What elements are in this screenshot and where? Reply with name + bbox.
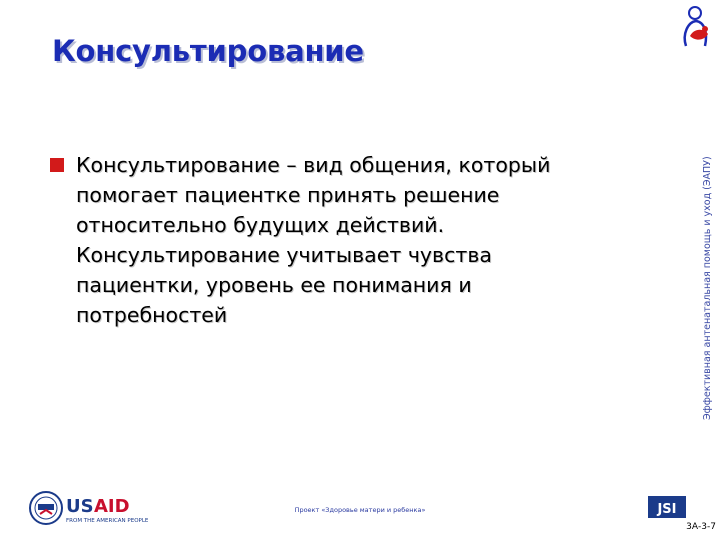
mother-child-logo-icon: [672, 4, 718, 50]
svg-text:US: US: [66, 496, 94, 517]
footer-text: Проект «Здоровье матери и ребенка»: [294, 506, 426, 514]
svg-text:AID: AID: [94, 496, 130, 517]
bullet-square-icon: [50, 158, 64, 172]
jsi-text: JSI: [657, 502, 677, 517]
slide-number: 3А-3-7: [686, 522, 716, 532]
bullet-text: Консультирование – вид общения, который помогает пациентке принять решение относительно будущих действий. Консультирование учитывает чувства пациентки, уровень ее понимания и потребностей: [76, 153, 551, 327]
vertical-side-text: Эффективная антенатальная помощь и уход (ЭАПУ): [702, 156, 713, 420]
usaid-tagline: FROM THE AMERICAN PEOPLE: [66, 518, 149, 524]
bullet-item: [50, 150, 650, 330]
jsi-logo-icon: [648, 494, 686, 520]
slide-title: Консультирование: [52, 34, 364, 68]
